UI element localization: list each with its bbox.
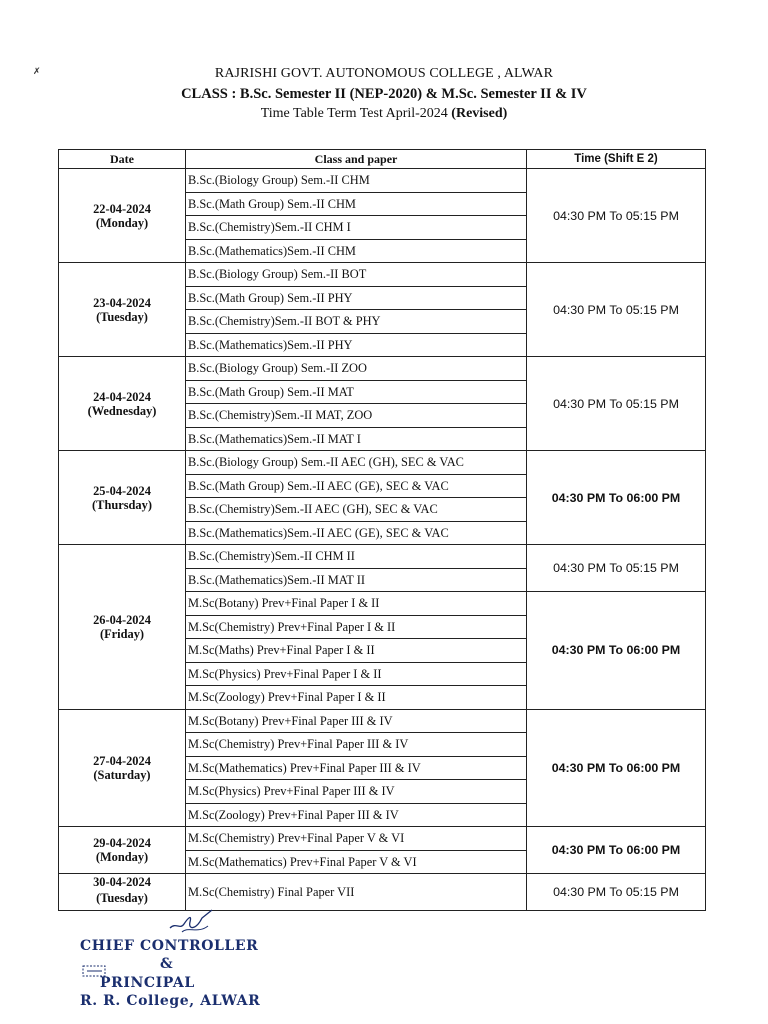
date-cell xyxy=(59,709,186,827)
exam-day: (Wednesday) xyxy=(87,403,157,418)
date-cell xyxy=(59,263,186,357)
table-row xyxy=(59,545,706,569)
paper-cell: M.Sc(Chemistry) Prev+Final Paper I & II xyxy=(186,615,527,639)
college-name: RAJRISHI GOVT. AUTONOMOUS COLLEGE , ALWAR xyxy=(214,66,554,81)
paper-cell: B.Sc.(Chemistry)Sem.-II AEC (GH), SEC & VAC xyxy=(186,498,527,522)
paper-cell: M.Sc(Physics) Prev+Final Paper I & II xyxy=(186,662,527,686)
date-cell xyxy=(59,451,186,545)
paper-cell: B.Sc.(Mathematics)Sem.-II MAT I xyxy=(186,427,527,451)
exam-day: (Thursday) xyxy=(92,497,152,512)
table-row xyxy=(59,874,706,911)
exam-date: 24-04-2024 xyxy=(93,389,151,404)
date-cell xyxy=(59,169,186,263)
document-title xyxy=(0,106,768,122)
paper-cell: M.Sc(Physics) Prev+Final Paper III & IV xyxy=(186,780,527,804)
time-cell: 04:30 PM To 05:15 PM xyxy=(527,169,706,263)
paper-cell: B.Sc.(Biology Group) Sem.-II AEC (GH), SEC & VAC xyxy=(186,451,527,475)
paper-cell: B.Sc.(Chemistry)Sem.-II MAT, ZOO xyxy=(186,404,527,428)
exam-day: (Friday) xyxy=(99,626,145,641)
title-text: Time Table Term Test April-2024 xyxy=(260,106,448,121)
time-cell: 04:30 PM To 05:15 PM xyxy=(527,263,706,357)
stamp-line-principal: PRINCIPAL xyxy=(100,975,195,991)
exam-day: (Tuesday) xyxy=(96,891,148,905)
paper-cell: B.Sc.(Math Group) Sem.-II PHY xyxy=(186,286,527,310)
exam-date: 22-04-2024 xyxy=(93,201,151,216)
table-row xyxy=(59,709,706,733)
table-row xyxy=(59,451,706,475)
paper-cell: B.Sc.(Chemistry)Sem.-II CHM I xyxy=(186,216,527,240)
timetable-body xyxy=(59,169,706,911)
date-cell xyxy=(59,545,186,710)
table-row xyxy=(59,827,706,851)
table-header-row xyxy=(59,150,706,169)
paper-cell: B.Sc.(Mathematics)Sem.-II CHM xyxy=(186,239,527,263)
exam-date: 30-04-2024 xyxy=(93,875,151,889)
exam-date: 25-04-2024 xyxy=(93,483,151,498)
paper-cell: M.Sc(Zoology) Prev+Final Paper I & II xyxy=(186,686,527,710)
paper-cell: B.Sc.(Chemistry)Sem.-II BOT & PHY xyxy=(186,310,527,334)
table-row xyxy=(59,169,706,193)
col-header-date: Date xyxy=(59,150,186,169)
paper-cell: M.Sc(Chemistry) Final Paper VII xyxy=(186,874,527,911)
paper-cell: B.Sc.(Biology Group) Sem.-II BOT xyxy=(186,263,527,287)
time-cell: 04:30 PM To 06:00 PM xyxy=(527,592,706,710)
exam-day: (Tuesday) xyxy=(96,309,148,324)
paper-cell: B.Sc.(Biology Group) Sem.-II ZOO xyxy=(186,357,527,381)
paper-cell: M.Sc(Mathematics) Prev+Final Paper V & VI xyxy=(186,850,527,874)
time-cell: 04:30 PM To 05:15 PM xyxy=(527,874,706,911)
exam-day: (Monday) xyxy=(95,215,149,230)
paper-cell: M.Sc(Chemistry) Prev+Final Paper III & IV xyxy=(186,733,527,757)
paper-cell: M.Sc(Botany) Prev+Final Paper I & II xyxy=(186,592,527,616)
date-cell xyxy=(59,827,186,874)
paper-cell: M.Sc(Maths) Prev+Final Paper I & II xyxy=(186,639,527,663)
paper-cell: M.Sc(Zoology) Prev+Final Paper III & IV xyxy=(186,803,527,827)
paper-cell: B.Sc.(Math Group) Sem.-II AEC (GE), SEC & VAC xyxy=(186,474,527,498)
exam-date: 29-04-2024 xyxy=(93,836,151,850)
col-header-paper: Class and paper xyxy=(186,150,527,169)
paper-cell: B.Sc.(Mathematics)Sem.-II AEC (GE), SEC & VAC xyxy=(186,521,527,545)
time-cell: 04:30 PM To 06:00 PM xyxy=(527,827,706,874)
col-header-time: Time (Shift E 2) xyxy=(527,150,706,169)
time-cell: 04:30 PM To 05:15 PM xyxy=(527,357,706,451)
signature xyxy=(168,904,216,936)
time-cell: 04:30 PM To 06:00 PM xyxy=(527,451,706,545)
paper-cell: B.Sc.(Mathematics)Sem.-II MAT II xyxy=(186,568,527,592)
paper-cell: B.Sc.(Math Group) Sem.-II CHM xyxy=(186,192,527,216)
paper-cell: B.Sc.(Mathematics)Sem.-II PHY xyxy=(186,333,527,357)
stamp-line-amp: & xyxy=(160,956,174,972)
exam-date: 23-04-2024 xyxy=(93,295,151,310)
class-line: CLASS : B.Sc. Semester II (NEP-2020) & M.Sc. Semester II & IV xyxy=(181,86,587,102)
timetable xyxy=(58,149,706,911)
paper-cell: M.Sc(Chemistry) Prev+Final Paper V & VI xyxy=(186,827,527,851)
exam-date: 27-04-2024 xyxy=(93,753,151,768)
stray-mark: ✗ xyxy=(33,66,41,76)
exam-date: 26-04-2024 xyxy=(93,612,151,627)
stamp-line-title: CHIEF CONTROLLER xyxy=(80,938,259,954)
exam-day: (Monday) xyxy=(95,850,149,864)
stamp-line-college: R. R. College, ALWAR xyxy=(80,993,261,1009)
table-row xyxy=(59,357,706,381)
paper-cell: B.Sc.(Math Group) Sem.-II MAT xyxy=(186,380,527,404)
paper-cell: B.Sc.(Biology Group) Sem.-II CHM xyxy=(186,169,527,193)
time-cell: 04:30 PM To 06:00 PM xyxy=(527,709,706,827)
time-cell: 04:30 PM To 05:15 PM xyxy=(527,545,706,592)
table-row xyxy=(59,263,706,287)
paper-cell: B.Sc.(Chemistry)Sem.-II CHM II xyxy=(186,545,527,569)
date-cell xyxy=(59,874,186,911)
date-cell xyxy=(59,357,186,451)
paper-cell: M.Sc(Botany) Prev+Final Paper III & IV xyxy=(186,709,527,733)
exam-day: (Saturday) xyxy=(93,767,151,782)
revised-label: (Revised) xyxy=(451,106,508,121)
paper-cell: M.Sc(Mathematics) Prev+Final Paper III & IV xyxy=(186,756,527,780)
